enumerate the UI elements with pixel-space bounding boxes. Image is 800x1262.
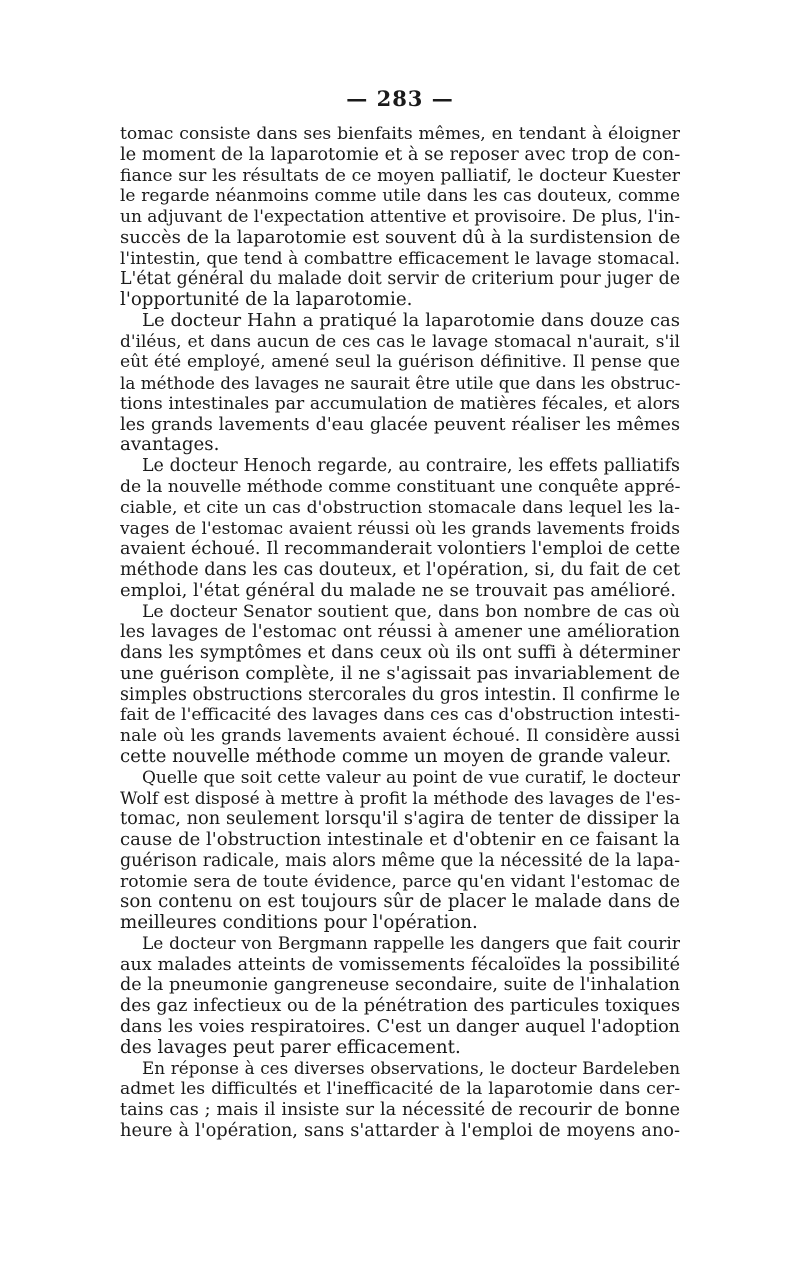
text-line: tions intestinales par accumulation de matières fécales, et alors xyxy=(120,393,680,414)
text-line: heure à l'opération, sans s'attarder à l'emploi de moyens ano- xyxy=(120,1120,680,1141)
text-line: méthode dans les cas douteux, et l'opération, si, du fait de cet xyxy=(120,560,680,581)
text-line: fait de l'efficacité des lavages dans ces cas d'obstruction intesti- xyxy=(120,705,680,726)
text-line: cette nouvelle méthode comme un moyen de grande valeur. xyxy=(120,746,672,767)
text-line: Wolf est disposé à mettre à profit la méthode des lavages de l'es- xyxy=(120,788,680,809)
text-line: Quelle que soit cette valeur au point de vue curatif, le docteur xyxy=(142,767,680,788)
text-line: cause de l'obstruction intestinale et d'obtenir en ce faisant la xyxy=(120,830,680,851)
text-line: fiance sur les résultats de ce moyen palliatif, le docteur Kuester xyxy=(120,165,680,186)
text-line: tomac consiste dans ses bienfaits mêmes, en tendant à éloigner xyxy=(120,124,680,144)
text-line: Le docteur Senator soutient que, dans bon nombre de cas où xyxy=(142,601,680,622)
text-line: des lavages peut parer efficacement. xyxy=(120,1037,461,1058)
text-line: d'iléus, et dans aucun de ces cas le lavage stomacal n'aurait, s'il xyxy=(120,331,680,352)
text-line: le regarde néanmoins comme utile dans les cas douteux, comme xyxy=(120,186,680,207)
text-line: l'opportunité de la laparotomie. xyxy=(120,290,413,311)
text-line: Le docteur Hahn a pratiqué la laparotomie dans douze cas xyxy=(142,310,680,331)
body-text xyxy=(120,124,680,1142)
text-line: En réponse à ces diverses observations, le docteur Bardeleben xyxy=(142,1058,680,1079)
text-line: succès de la laparotomie est souvent dû à la surdistension de xyxy=(120,227,680,248)
text-line: son contenu on est toujours sûr de placer le malade dans de xyxy=(120,892,680,913)
text-line: aux malades atteints de vomissements fécaloïdes la possibilité xyxy=(120,954,680,975)
text-line: de la nouvelle méthode comme constituant une conquête appré- xyxy=(120,477,680,498)
text-line: tomac, non seulement lorsqu'il s'agira de tenter de dissiper la xyxy=(120,809,680,830)
text-line: ciable, et cite un cas d'obstruction stomacale dans lequel les la- xyxy=(120,497,680,518)
text-line: vages de l'estomac avaient réussi où les grands lavements froids xyxy=(120,518,680,539)
text-line: une guérison complète, il ne s'agissait pas invariablement de xyxy=(120,663,680,684)
text-line: rotomie sera de toute évidence, parce qu'en vidant l'estomac de xyxy=(120,871,680,892)
text-line: eût été employé, amené seul la guérison définitive. Il pense que xyxy=(120,352,680,373)
text-line: admet les difficultés et l'inefficacité de la laparotomie dans cer- xyxy=(120,1079,680,1100)
text-line: les grands lavements d'eau glacée peuvent réaliser les mêmes xyxy=(120,414,680,435)
text-line: nale où les grands lavements avaient échoué. Il considère aussi xyxy=(120,726,680,747)
text-line: dans les symptômes et dans ceux où ils ont suffi à déterminer xyxy=(120,643,680,664)
text-line: emploi, l'état général du malade ne se trouvait pas amélioré. xyxy=(120,580,677,601)
text-line: L'état général du malade doit servir de criterium pour juger de xyxy=(120,269,680,290)
text-line: tains cas ; mais il insiste sur la nécessité de recourir de bonne xyxy=(120,1099,680,1120)
text-line: avaient échoué. Il recommanderait volontiers l'emploi de cette xyxy=(120,539,680,560)
text-line: simples obstructions stercorales du gros intestin. Il confirme le xyxy=(120,684,680,705)
text-line: un adjuvant de l'expectation attentive et provisoire. De plus, l'in- xyxy=(120,207,680,228)
text-line: Le docteur Henoch regarde, au contraire, les effets palliatifs xyxy=(142,456,680,477)
text-line: l'intestin, que tend à combattre efficacement le lavage stomacal. xyxy=(120,248,680,269)
text-line: Le docteur von Bergmann rappelle les dangers que fait courir xyxy=(142,933,680,954)
text-line: meilleures conditions pour l'opération. xyxy=(120,913,478,934)
text-line: de la pneumonie gangreneuse secondaire, suite de l'inhalation xyxy=(120,975,680,996)
page-number: — 283 — xyxy=(346,86,454,111)
text-line: le moment de la laparotomie et à se reposer avec trop de con- xyxy=(120,144,680,165)
text-line: les lavages de l'estomac ont réussi à amener une amélioration xyxy=(120,622,680,643)
text-line: des gaz infectieux ou de la pénétration des particules toxiques xyxy=(120,996,680,1017)
text-line: dans les voies respiratoires. C'est un danger auquel l'adoption xyxy=(120,1016,680,1037)
text-line: avantages. xyxy=(120,435,220,456)
text-line: la méthode des lavages ne saurait être utile que dans les obstruc- xyxy=(120,373,680,394)
text-line: guérison radicale, mais alors même que la nécessité de la lapa- xyxy=(120,850,680,871)
